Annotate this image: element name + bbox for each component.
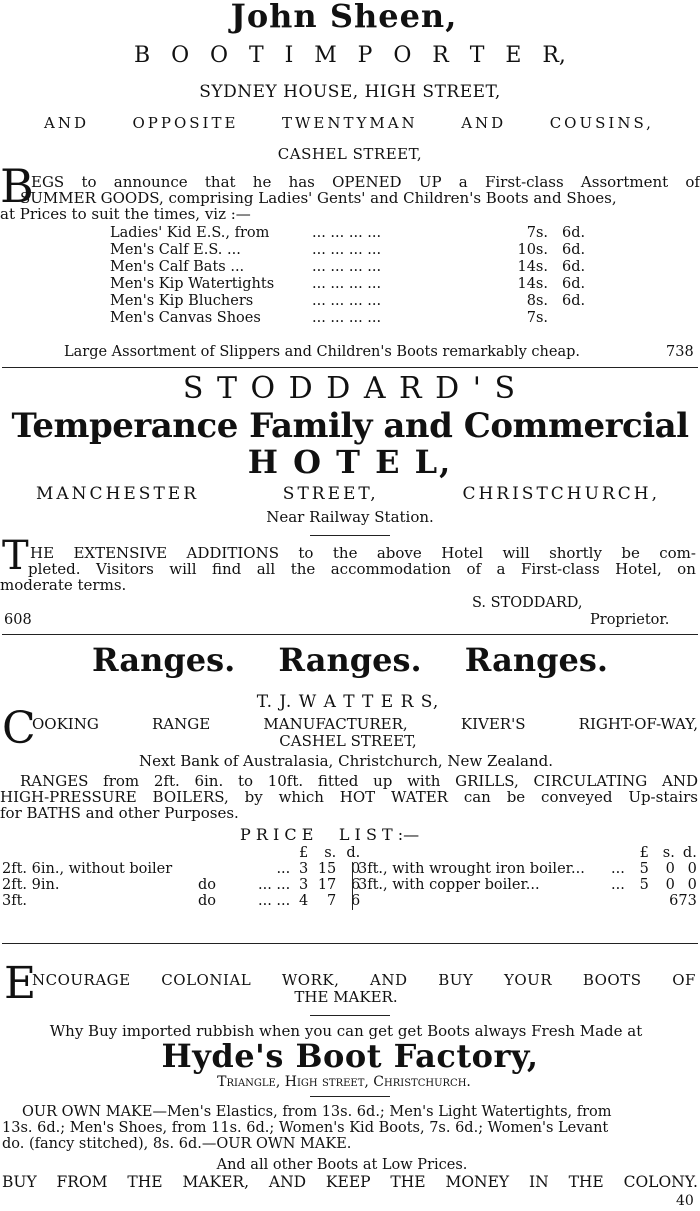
ad1-price-row: Men's Kip Bluchers ... ... ... ... 8s. 6d. [110,293,586,309]
word: of [685,173,700,191]
ad2-title: Temperance Family and Commercial [11,406,689,446]
word: M [314,43,337,68]
ad4-why: Why Buy imported rubbish when you can get get Boots always Fresh Made at [49,1022,643,1040]
word: 2ft. [153,772,180,790]
ad4-body-line-3: do. (fancy stitched), 8s. 6d.—OUR OWN MAKE. [2,1136,352,1152]
word: AND [268,1173,307,1191]
word: announce [113,173,188,191]
word: BUY [2,1173,37,1191]
ad2-number: 608 [4,612,32,628]
ad1-address-3: CASHEL STREET, [277,145,423,163]
currency-pounds: £ [299,845,309,861]
ad1-price-row: Men's Calf E.S. ... ... ... ... ... 10s. 6d. [110,242,586,258]
word: O [210,43,229,68]
word: can [463,788,491,806]
word: HOT [339,788,376,806]
ad4-page-number: 40 [676,1193,694,1209]
ad2-street [36,484,660,504]
word: I [284,43,294,68]
ad3-line-2: CASHEL STREET, [279,732,417,750]
ad3-price-row: 3ft., with wrought iron boiler... ... 5 0 0 [358,861,697,877]
currency-pence: d. [346,845,361,861]
word: R [432,43,449,68]
ad3-drop-cap: C [2,703,36,754]
column-rule [352,862,353,910]
word: Ranges. [464,641,608,679]
word: COLONY. [623,1173,698,1191]
ad1-footer: Large Assortment of Slippers and Children's Boots remarkably cheap. [64,344,580,360]
word: from [103,772,140,790]
word: find [211,560,242,578]
ad2-hotel: H O T E L, [247,443,453,481]
word: T [248,43,264,68]
word: will [502,544,530,562]
ad4-closing [2,1173,698,1191]
word: STREET, [282,484,379,504]
word: up [373,772,393,790]
word: OOKING [32,715,99,733]
word: BOILERS, [152,788,229,806]
word: on [677,560,696,578]
word: First-class [520,560,600,578]
ad1-price-row: Men's Kip Watertights ... ... ... ... 14s. 6d. [110,276,586,292]
ad4-body-line-1: OUR OWN MAKE—Men's Elastics, from 13s. 6d.; Men's Light Watertights, from [22,1104,612,1120]
ad3-number: 673 [669,893,697,909]
ad2-body-line-3: moderate terms. [0,576,127,594]
word: RANGE [152,715,211,733]
ad3-body-line-1 [20,773,698,789]
ad4-address: Triangle, High street, Christchurch. [217,1074,471,1090]
word: UP [418,173,442,191]
ad1-intro-line-1 [31,174,700,190]
word: R, [542,43,566,68]
currency-shillings: s. [324,845,337,861]
word: OPPOSITE [132,114,239,132]
word: all [256,560,276,578]
word: CIRCULATING [533,772,648,790]
word: TWENTYMAN [281,114,418,132]
word: 6in. [194,772,224,790]
ad1-drop-cap: B [0,159,34,213]
word: O [171,43,190,68]
word: THE [127,1173,163,1191]
word: the [332,544,358,562]
word: First-class [484,173,564,191]
word: to [81,173,97,191]
word: Assortment [580,173,669,191]
word: T [469,43,485,68]
word: to [298,544,314,562]
ad1-price-row: Men's Calf Bats ... ... ... ... ... 14s. 6d. [110,259,586,275]
word: AND [370,971,408,989]
ad3-body-line-2 [0,789,698,805]
word: a [496,560,506,578]
word: COUSINS, [549,114,654,132]
word: THE [390,1173,426,1191]
ad3-price-row: 3ft., with copper boiler... ... 5 0 0 [358,877,697,893]
ad2-body [0,545,696,593]
word: Hotel [441,544,484,562]
ad3-name: T. J. W A T T E R S, [256,692,440,712]
word: EXTENSIVE [73,544,168,562]
word: RANGES [20,772,89,790]
ad1-name: John Sheen, [230,0,458,35]
word: MANUFACTURER, [263,715,408,733]
ad2-name: S T O D D A R D ' S [182,371,518,406]
ad1-trade [134,44,566,68]
word: be [621,544,640,562]
currency-pounds: £ [639,845,649,861]
ad3-body [0,773,698,821]
divider [2,367,698,368]
ad3-line-1 [32,716,698,732]
word: a [458,173,468,191]
currency-shillings: s. [662,845,675,861]
ad1-intro [0,174,700,222]
word: FROM [56,1173,108,1191]
word: he [252,173,272,191]
ad2-signature: S. STODDARD, [472,595,583,611]
word: WATER [391,788,448,806]
ad3-price-row: 2ft. 6in., without boiler ... 3 15 0 [2,861,361,877]
word: MANCHESTER [36,484,199,504]
word: which [278,788,324,806]
word: OF [672,971,696,989]
ad4-title: Hyde's Boot Factory, [161,1037,539,1075]
word: has [288,173,315,191]
short-rule [310,535,390,536]
ad4-drop-cap: E [4,958,37,1009]
word: shortly [549,544,602,562]
ad3-body-line-3: for BATHS and other Purposes. [0,804,239,822]
ad3-address: Next Bank of Australasia, Christchurch, New Zealand. [138,752,554,770]
ad1-price-row: Ladies' Kid E.S., from ... ... ... ... 7s. 6d. [110,225,586,241]
ad4-line-2: THE MAKER. [294,988,398,1006]
word: EGS [31,173,65,191]
ad4-other: And all other Boots at Low Prices. [216,1157,468,1173]
ad3-price-row: 2ft. 9in. do ... ... 3 17 6 [2,877,361,893]
word: with [407,772,441,790]
word: 10ft. [267,772,304,790]
word: of [466,560,482,578]
word: pleted. [28,560,81,578]
word: the [290,560,316,578]
ad1-number: 738 [666,344,694,360]
word: WORK, [281,971,340,989]
word: AND [661,772,698,790]
word: KEEP [325,1173,371,1191]
ad4-body-line-2: 13s. 6d.; Men's Shoes, from 11s. 6d.; Women's Kid Boots, 7s. 6d.; Women's Levant [2,1120,609,1136]
short-rule [310,1096,390,1097]
ad3-price-row: 3ft. do ... ... 4 7 6 [2,893,361,909]
ad1-price-row: Men's Canvas Shoes ... ... ... ... 7s. [110,310,548,326]
word: be [506,788,526,806]
word: that [204,173,236,191]
word: RIGHT-OF-WAY, [578,715,698,733]
word: CHRISTCHURCH, [462,484,660,504]
currency-pence: d. [682,845,697,861]
word: BUY [438,971,474,989]
word: accommodation [330,560,452,578]
word: MAKER, [182,1173,250,1191]
word: conveyed [541,788,613,806]
word: OPENED [332,173,402,191]
word: THE [568,1173,604,1191]
word: to [237,772,254,790]
ad3-price-table-left [2,845,360,909]
word: COLONIAL [161,971,252,989]
word: P [357,43,373,68]
word: AND [44,114,89,132]
short-rule [310,1015,390,1016]
ad1-intro-line-2 [20,190,700,206]
word: Visitors [96,560,154,578]
word: BOOTS [582,971,642,989]
word: Ranges. [278,641,422,679]
ad1-intro-line-3: at Prices to suit the times, viz :— [0,205,251,223]
ad4-line-1 [32,972,696,988]
word: above [376,544,422,562]
word: will [169,560,197,578]
divider [2,943,698,944]
ad2-body-line-2 [28,561,696,577]
ad1-address-1: SYDNEY HOUSE, HIGH STREET, [199,82,501,102]
ad3-price-table-right [358,845,697,909]
ad2-near: Near Railway Station. [266,508,434,526]
word: fitted [317,772,359,790]
ad2-role: Proprietor. [590,612,670,628]
word: Hotel, [615,560,662,578]
ad4-body [2,1104,698,1152]
ad2-drop-cap: T [2,533,29,579]
word: Ranges. [92,641,236,679]
ad3-heading [92,640,608,680]
word: by [244,788,263,806]
divider [2,634,698,635]
word: HIGH-PRESSURE [0,788,137,806]
ad1-address-2 [44,114,654,132]
word: SUMMER GOODS, comprising Ladies' Gents' and Children's Boots and Shoes, [20,189,617,207]
word: com- [659,544,696,562]
word: AND [461,114,507,132]
word: Up-stairs [628,788,698,806]
word: MONEY [445,1173,510,1191]
word: HE [30,544,55,562]
word: KIVER'S [460,715,526,733]
word: O [393,43,412,68]
ad3-price-list-title: P R I C E L I S T :— [240,825,420,844]
word: ADDITIONS [186,544,279,562]
word: IN [529,1173,549,1191]
word: YOUR [503,971,553,989]
word: NCOURAGE [32,971,131,989]
word: GRILLS, [455,772,519,790]
word: B [134,43,151,68]
ad2-body-line-1 [30,545,696,561]
word: E [505,43,522,68]
